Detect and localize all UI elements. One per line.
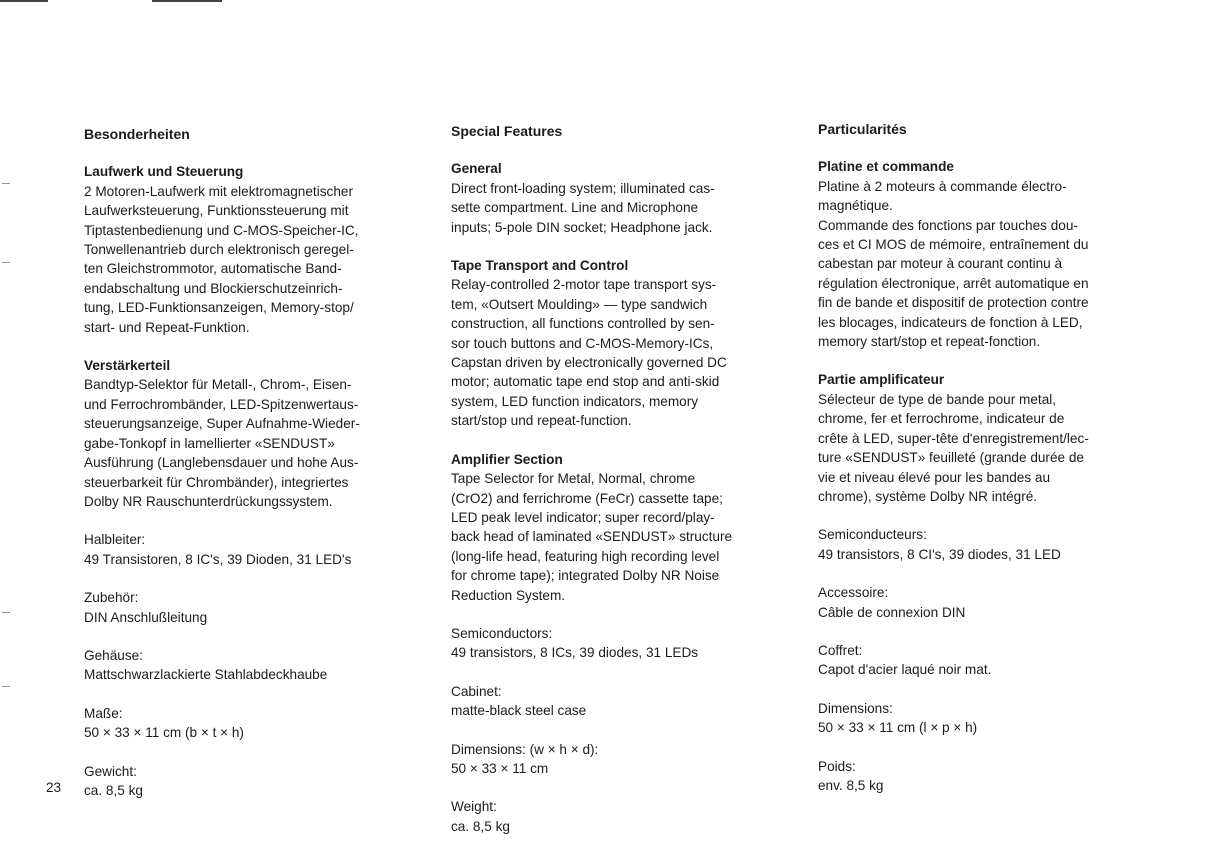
spec-label: Gehäuse: bbox=[84, 647, 143, 663]
section-text-line: steuerbarkeit für Chrombänder), integriertes bbox=[84, 474, 349, 490]
section-heading: Tape Transport and Control bbox=[451, 258, 629, 274]
section-heading: Verstärkerteil bbox=[84, 358, 171, 374]
section-heading: Laufwerk und Steuerung bbox=[84, 164, 244, 180]
column-title: Special Features bbox=[451, 123, 563, 139]
section-text-line: magnétique. bbox=[818, 198, 893, 214]
spec-item bbox=[84, 530, 429, 569]
margin-mark bbox=[2, 612, 10, 613]
spec-item bbox=[818, 583, 1163, 622]
spec-item bbox=[84, 646, 429, 685]
spec-value: DIN Anschlußleitung bbox=[84, 609, 208, 625]
spec-item bbox=[818, 757, 1163, 796]
section-text-line: (CrO2) and ferrichrome (FeCr) cassette tape; bbox=[451, 490, 723, 506]
spec-value: matte-black steel case bbox=[451, 703, 587, 719]
spec-label: Cabinet: bbox=[451, 683, 502, 699]
section-text-line: Direct front-loading system; illuminated cas- bbox=[451, 180, 715, 196]
feature-section bbox=[818, 157, 1163, 351]
section-text-line: tung, LED-Funktionsanzeigen, Memory-stop/ bbox=[84, 300, 354, 316]
section-text-line: chrome), système Dolby NR intégré. bbox=[818, 488, 1038, 504]
section-text-line: endabschaltung und Blockierschutzeinrich- bbox=[84, 280, 343, 296]
section-text-line: start- und Repeat-Funktion. bbox=[84, 319, 250, 335]
section-text-line: sette compartment. Line and Microphone bbox=[451, 200, 699, 216]
section-text-line: Commande des fonctions par touches dou- bbox=[818, 217, 1078, 233]
section-heading: General bbox=[451, 161, 502, 177]
section-text-line: Tonwellenantrieb durch elektronisch geregel- bbox=[84, 242, 354, 258]
section-text-line: régulation électronique, arrêt automatique en bbox=[818, 275, 1089, 291]
page-number: 23 bbox=[46, 780, 62, 795]
spec-label: Halbleiter: bbox=[84, 532, 146, 548]
spec-value: 50 × 33 × 11 cm (b × t × h) bbox=[84, 725, 244, 741]
spec-value: env. 8,5 kg bbox=[818, 777, 884, 793]
section-text-line: steuerungsanzeige, Super Aufnahme-Wieder- bbox=[84, 416, 360, 432]
spec-item bbox=[84, 588, 429, 627]
section-text-line: 2 Motoren-Laufwerk mit elektromagnetischer bbox=[84, 183, 353, 199]
section-text-line: gabe-Tonkopf in lamellierter «SENDUST» bbox=[84, 435, 335, 451]
spec-value: 50 × 33 × 11 cm bbox=[451, 760, 549, 776]
scan-edge-line bbox=[152, 0, 222, 2]
spec-label: Accessoire: bbox=[818, 585, 889, 601]
section-heading: Platine et commande bbox=[818, 159, 954, 175]
margin-mark bbox=[2, 262, 10, 263]
margin-mark bbox=[2, 183, 10, 184]
section-text-line: LED peak level indicator; super record/play- bbox=[451, 509, 715, 525]
section-text-line: chrome, fer et ferrochrome, indicateur de bbox=[818, 411, 1065, 427]
section-text-line: Tape Selector for Metal, Normal, chrome bbox=[451, 471, 696, 487]
section-text-line: system, LED function indicators, memory bbox=[451, 393, 699, 409]
section-text-line: cabestan par moteur à courant continu à bbox=[818, 256, 1063, 272]
column-title: Particularités bbox=[818, 121, 907, 137]
spec-label: Dimensions: bbox=[818, 700, 893, 716]
section-text-line: und Ferrochrombänder, LED-Spitzenwertaus- bbox=[84, 396, 359, 412]
spec-label: Semiconductors: bbox=[451, 625, 553, 641]
section-heading: Partie amplificateur bbox=[818, 372, 945, 388]
spec-item bbox=[818, 699, 1163, 738]
spec-label: Maße: bbox=[84, 705, 123, 721]
feature-section bbox=[451, 159, 796, 237]
scan-edge-line bbox=[0, 0, 48, 2]
feature-section bbox=[818, 370, 1163, 506]
spec-value: Câble de connexion DIN bbox=[818, 604, 966, 620]
section-text-line: Bandtyp-Selektor für Metall-, Chrom-, Eisen- bbox=[84, 377, 352, 393]
spec-value: 49 transistors, 8 CI's, 39 diodes, 31 LED bbox=[818, 546, 1061, 562]
spec-label: Poids: bbox=[818, 758, 856, 774]
section-text-line: Sélecteur de type de bande pour metal, bbox=[818, 391, 1057, 407]
section-text-line: les blocages, indicateurs de fonction à LED, bbox=[818, 314, 1083, 330]
section-text-line: for chrome tape); integrated Dolby NR Noise bbox=[451, 568, 720, 584]
feature-section bbox=[451, 256, 796, 431]
section-text-line: ten Gleichstrommotor, automatische Band- bbox=[84, 261, 342, 277]
spec-item bbox=[451, 624, 796, 663]
spec-item bbox=[818, 525, 1163, 564]
margin-mark bbox=[2, 686, 10, 687]
section-text-line: Platine à 2 moteurs à commande électro- bbox=[818, 178, 1067, 194]
feature-section bbox=[451, 450, 796, 605]
spec-value: ca. 8,5 kg bbox=[84, 782, 143, 798]
section-heading: Amplifier Section bbox=[451, 451, 563, 467]
section-text-line: Reduction System. bbox=[451, 587, 566, 603]
spec-label: Weight: bbox=[451, 799, 497, 815]
spec-value: ca. 8,5 kg bbox=[451, 818, 510, 834]
section-text-line: Dolby NR Rauschunterdrückungssystem. bbox=[84, 493, 333, 509]
section-text-line: Ausführung (Langlebensdauer und hohe Aus- bbox=[84, 455, 359, 471]
section-text-line: Laufwerksteuerung, Funktionssteuerung mit bbox=[84, 203, 349, 219]
column-de bbox=[84, 125, 429, 819]
section-text-line: memory start/stop et repeat-fonction. bbox=[818, 334, 1041, 350]
spec-label: Zubehör: bbox=[84, 590, 139, 606]
column-title: Besonderheiten bbox=[84, 126, 190, 142]
feature-section bbox=[84, 162, 429, 337]
section-text-line: vie et niveau élevé pour les bandes au bbox=[818, 469, 1051, 485]
section-text-line: tem, «Outsert Moulding» — type sandwich bbox=[451, 296, 708, 312]
spec-label: Dimensions: (w × h × d): bbox=[451, 741, 599, 757]
section-text-line: ces et CI MOS de mémoire, entraînement du bbox=[818, 237, 1089, 253]
section-text-line: ture «SENDUST» feuilleté (grande durée de bbox=[818, 450, 1084, 466]
spec-label: Gewicht: bbox=[84, 763, 137, 779]
section-text-line: start/stop und repeat-function. bbox=[451, 413, 632, 429]
spec-item bbox=[451, 797, 796, 836]
spec-value: 50 × 33 × 11 cm (l × p × h) bbox=[818, 720, 978, 736]
section-text-line: back head of laminated «SENDUST» structure bbox=[451, 529, 733, 545]
spec-value: Capot d'acier laqué noir mat. bbox=[818, 662, 992, 678]
section-text-line: motor; automatic tape end stop and anti-skid bbox=[451, 374, 720, 390]
section-text-line: Relay-controlled 2-motor tape transport sys- bbox=[451, 277, 717, 293]
column-en bbox=[451, 122, 796, 855]
spec-value: Mattschwarzlackierte Stahlabdeckhaube bbox=[84, 667, 328, 683]
section-text-line: crête à LED, super-tête d'enregistrement/lec- bbox=[818, 430, 1089, 446]
column-fr bbox=[818, 120, 1163, 814]
spec-value: 49 Transistoren, 8 IC's, 39 Dioden, 31 LED's bbox=[84, 551, 352, 567]
section-text-line: inputs; 5-pole DIN socket; Headphone jack. bbox=[451, 219, 713, 235]
spec-item bbox=[84, 762, 429, 801]
spec-item bbox=[451, 740, 796, 779]
feature-section bbox=[84, 356, 429, 511]
section-text-line: sor touch buttons and C-MOS-Memory-ICs, bbox=[451, 335, 714, 351]
spec-value: 49 transistors, 8 ICs, 39 diodes, 31 LEDs bbox=[451, 645, 699, 661]
spec-label: Semiconducteurs: bbox=[818, 527, 927, 543]
section-text-line: Capstan driven by electronically governed DC bbox=[451, 355, 727, 371]
section-text-line: Tiptastenbedienung und C-MOS-Speicher-IC, bbox=[84, 222, 359, 238]
spec-item bbox=[818, 641, 1163, 680]
spec-item bbox=[84, 704, 429, 743]
section-text-line: fin de bande et dispositif de protection contre bbox=[818, 295, 1089, 311]
section-text-line: (long-life head, featuring high recording level bbox=[451, 548, 720, 564]
section-text-line: construction, all functions controlled by sen- bbox=[451, 316, 715, 332]
spec-item bbox=[451, 682, 796, 721]
spec-label: Coffret: bbox=[818, 642, 863, 658]
